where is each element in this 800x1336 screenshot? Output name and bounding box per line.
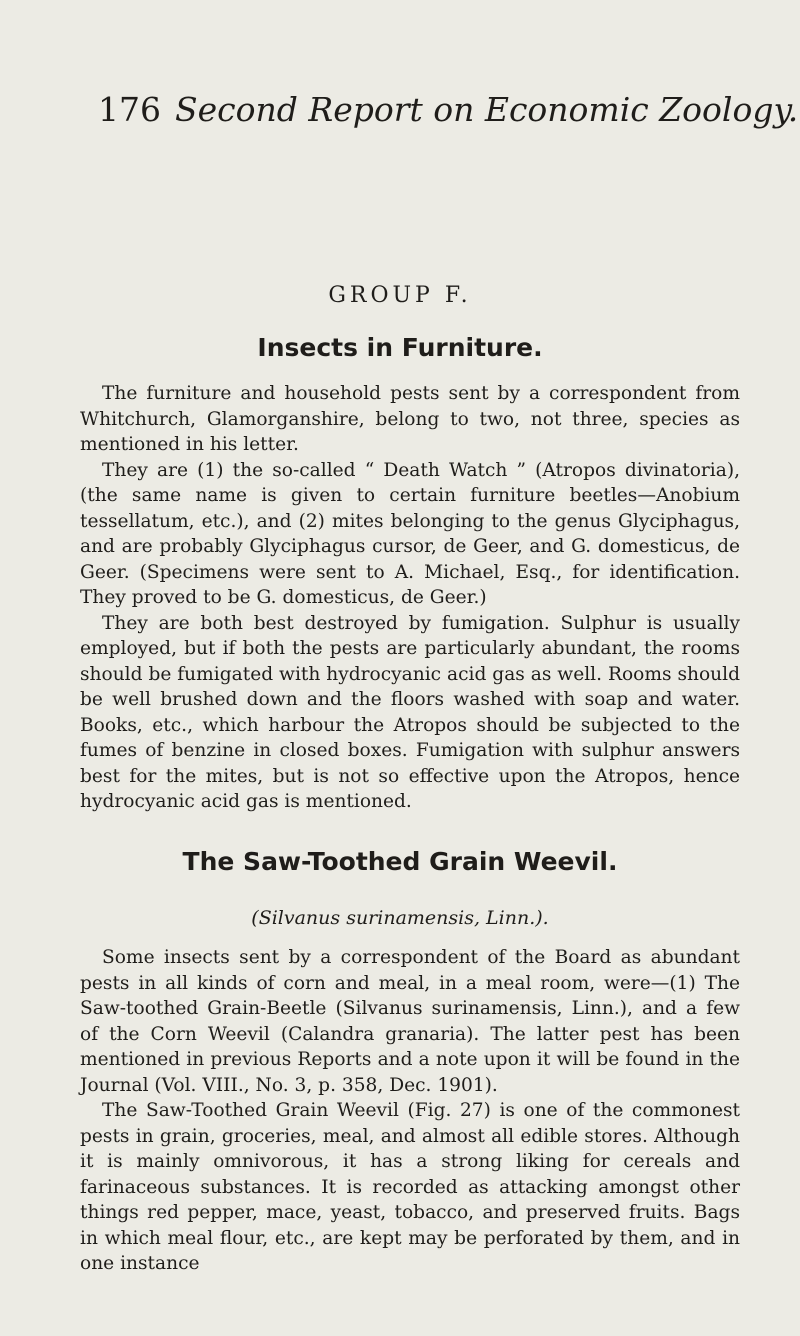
section-title-saw-toothed-grain-weevil: The Saw-Toothed Grain Weevil. — [182, 847, 618, 876]
section-body-saw-toothed-grain-weevil — [80, 945, 740, 1277]
paragraph: The Saw-Toothed Grain Weevil (Fig. 27) is one of the commonest pests in grain, groceries, meal, and almost all edible stores. Although it is mainly omnivorous, it has a strong liking for cereals and farinaceous substances. It is recorded as attacking amongst other things red pepper, mace, yeast, tobacco, and preserved fruits. Bags in which meal flour, etc., are kept may be perforated by them, and in one instance — [80, 1100, 740, 1274]
running-head — [98, 90, 798, 129]
section-body-insects-in-furniture — [80, 381, 740, 815]
paragraph: The furniture and household pests sent by a correspondent from Whitchurch, Glamorganshire, belong to two, not three, species as mentioned in his letter. — [80, 383, 740, 455]
group-heading: GROUP F. — [328, 283, 472, 308]
paragraph: Some insects sent by a correspondent of the Board as abundant pests in all kinds of corn and meal, in a meal room, were—(1) The Saw-toothed Grain-Beetle (Silvanus surinamensis, Linn.), and a few of the Corn Weevil (Calandra granaria). The latter pest has been mentioned in previous Reports and a note upon it will be found in the Journal (Vol. VIII., No. 3, p. 358, Dec. 1901). — [80, 947, 740, 1096]
section-subtitle: (Silvanus surinamensis, Linn.). — [251, 907, 549, 929]
section-title-insects-in-furniture: Insects in Furniture. — [257, 333, 543, 362]
paragraph: They are (1) the so-called “ Death Watch ” (Atropos divinatoria), (the same name is given to certain furniture beetles—Anobium tessellatum, etc.), and (2) mites belonging to the genus Glyciphagus, and are probably Glyciphagus cursor, de Geer, and G. domesticus, de Geer. (Specimens were sent to A. Michael, Esq., for identification. They proved to be G. domesticus, de Geer.) — [80, 459, 740, 608]
page-number: 176 — [98, 90, 161, 129]
paragraph: They are both best destroyed by fumigation. Sulphur is usually employed, but if both the pests are particularly abundant, the rooms should be fumigated with hydrocyanic acid gas as well. Rooms should be well brushed down and the floors washed with soap and water. Books, etc., which harbour the Atropos should be subjected to the fumes of benzine in closed boxes. Fumigation with sulphur answers best for the mites, but is not so effective upon the Atropos, hence hydrocyanic acid gas is mentioned. — [80, 612, 740, 812]
running-title: Second Report on Economic Zoology. — [175, 90, 799, 129]
